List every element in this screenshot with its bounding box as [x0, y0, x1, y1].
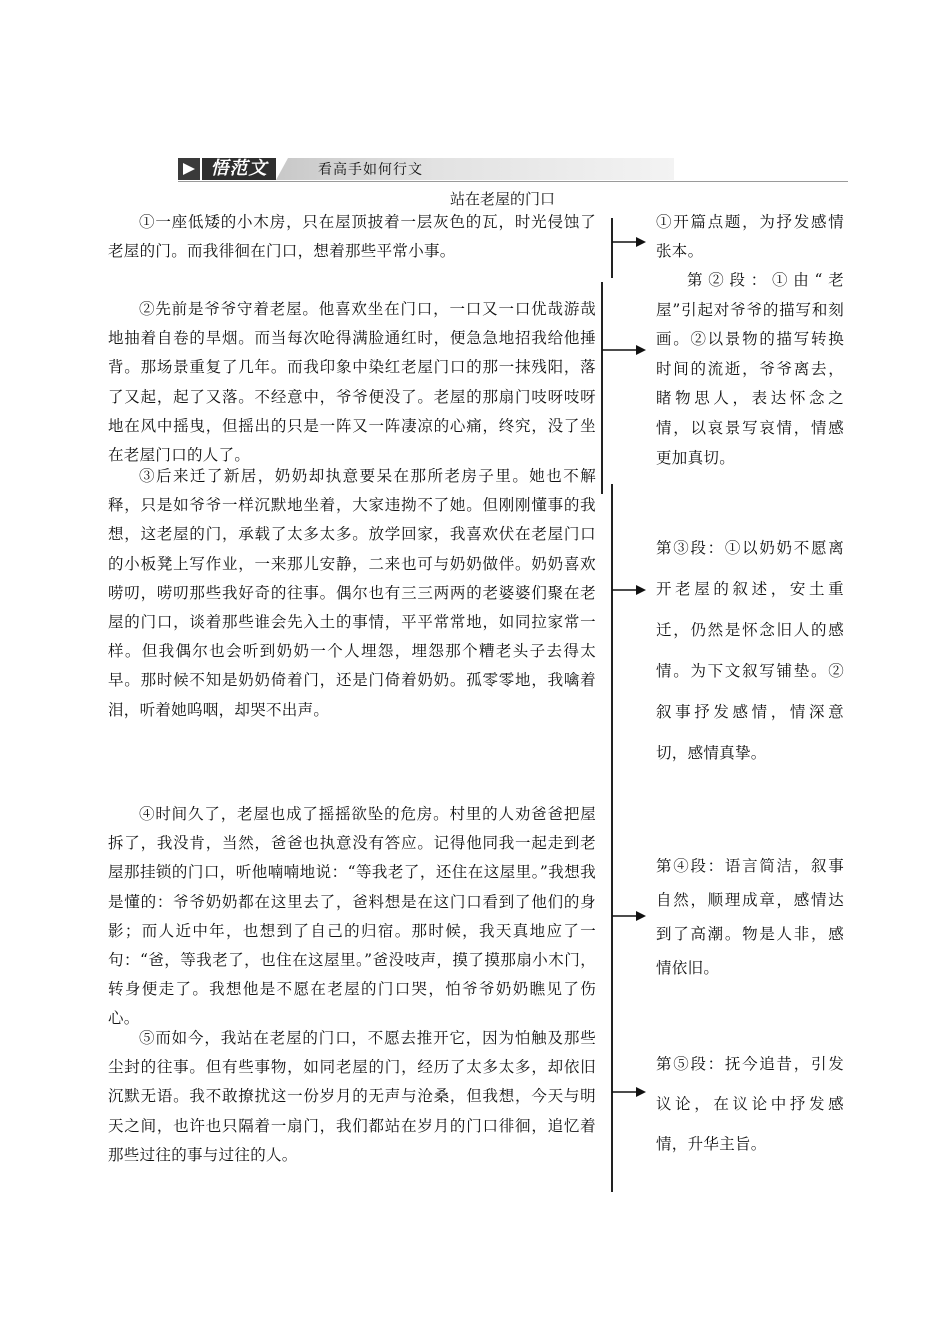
- banner-rule: [178, 181, 848, 182]
- essay-paragraph-1: ①一座低矮的小木房，只在屋顶披着一层灰色的瓦，时光侵蚀了老屋的门。而我徘徊在门口，想着那些平常小事。: [108, 213, 596, 261]
- essay-paragraph-3: ③后来迁了新居，奶奶却执意要呆在那所老房子里。她也不解释，只是如爷爷一样沉默地坐着，大家违拗不了她。但刚刚懂事的我想，这老屋的门，承载了太多太多。放学回家，我喜欢伏在老屋门口的小板凳上写作业，一来那儿安静，二来也可与奶奶做伴。奶奶喜欢唠叨，唠叨那些我好奇的往事。偶尔也有三三两两的老婆婆们聚在老屋的门口，谈着那些谁会先入土的事情，平平常常地，如同拉家常一样。但我偶尔也会听到奶奶一个人埋怨，埋怨那个糟老头子去得太早。那时候不知是奶奶倚着门，还是门倚着奶奶。孤零零地，我噙着泪，听着她呜咽，却哭不出声。: [108, 467, 596, 719]
- arrow-right-icon: [612, 1086, 646, 1098]
- banner-subtitle: 看高手如何行文: [318, 162, 423, 178]
- bracket-line-1: [611, 218, 613, 278]
- arrow-right-icon: [612, 910, 646, 922]
- annotation-5: 第⑤段：抚今追昔，引发议论，在议论中抒发感情，升华主旨。: [656, 1055, 844, 1153]
- essay-paragraph-2: ②先前是爷爷守着老屋。他喜欢坐在门口，一口又一口优哉游哉地抽着自卷的旱烟。而当每次呛得满脸通红时，便急急地招我给他捶背。那场景重复了几年。而我印象中染红老屋门口的那一抹残阳，落了又起，起了又落。不经意中，爷爷便没了。老屋的那扇门吱呀吱呀地在风中摇曳，但摇出的只是一阵又一阵凄凉的心痛，终究，没了坐在老屋门口的人了。: [108, 300, 596, 465]
- play-triangle-icon: [178, 158, 200, 180]
- essay-title: 站在老屋的门口: [449, 190, 555, 208]
- arrow-right-icon: [612, 236, 646, 248]
- essay-paragraph-5: ⑤而如今，我站在老屋的门口，不愿去推开它，因为怕触及那些尘封的往事。但有些事物，如同老屋的门，经历了太多太多，却依旧沉默无语。我不敢撩扰这一份岁月的无声与沧桑，但我想，今天与明天之间，也许也只隔着一扇门，我们都站在岁月的门口徘徊，追忆着那些过往的事与过往的人。: [108, 1029, 596, 1164]
- annotation-3: 第③段：①以奶奶不愿离开老屋的叙述，安土重迁，仍然是怀念旧人的感情。为下文叙写铺垫。②叙事抒发感情，情深意切，感情真挚。: [656, 539, 844, 762]
- annotation-1: ①开篇点题，为抒发感情张本。: [656, 213, 844, 260]
- section-tag: 悟范文: [202, 158, 276, 180]
- essay-paragraph-4: ④时间久了，老屋也成了摇摇欲坠的危房。村里的人劝爸爸把屋拆了，我没肯，当然，爸爸也执意没有答应。记得他同我一起走到老屋那挂锁的门口，听他喃喃地说：“等我老了，还住在这屋里。”我想我是懂的：爷爷奶奶都在这里去了，爸料想是在这门口看到了他们的身影；而人近中年，也想到了自己的归宿。那时候，我天真地应了一句：“爸，等我老了，也住在这屋里。”爸没吱声，摸了摸那扇小木门，转身便走了。我想他是不愿在老屋的门口哭，怕爷爷奶奶瞧见了伤心。: [108, 805, 596, 1028]
- bracket-line-2: [601, 282, 603, 494]
- arrow-right-icon: [602, 344, 646, 356]
- arrow-right-icon: [612, 584, 646, 596]
- annotation-2: 第②段：①由“老屋”引起对爷爷的描写和刻画。②以景物的描写转换时间的流逝，爷爷离去，睹物思人，表达怀念之情，以哀景写哀情，情感更加真切。: [656, 271, 844, 467]
- annotation-4: 第④段：语言简洁，叙事自然，顺理成章，感情达到了高潮。物是人非，感情依旧。: [656, 857, 844, 977]
- section-banner: [178, 157, 848, 183]
